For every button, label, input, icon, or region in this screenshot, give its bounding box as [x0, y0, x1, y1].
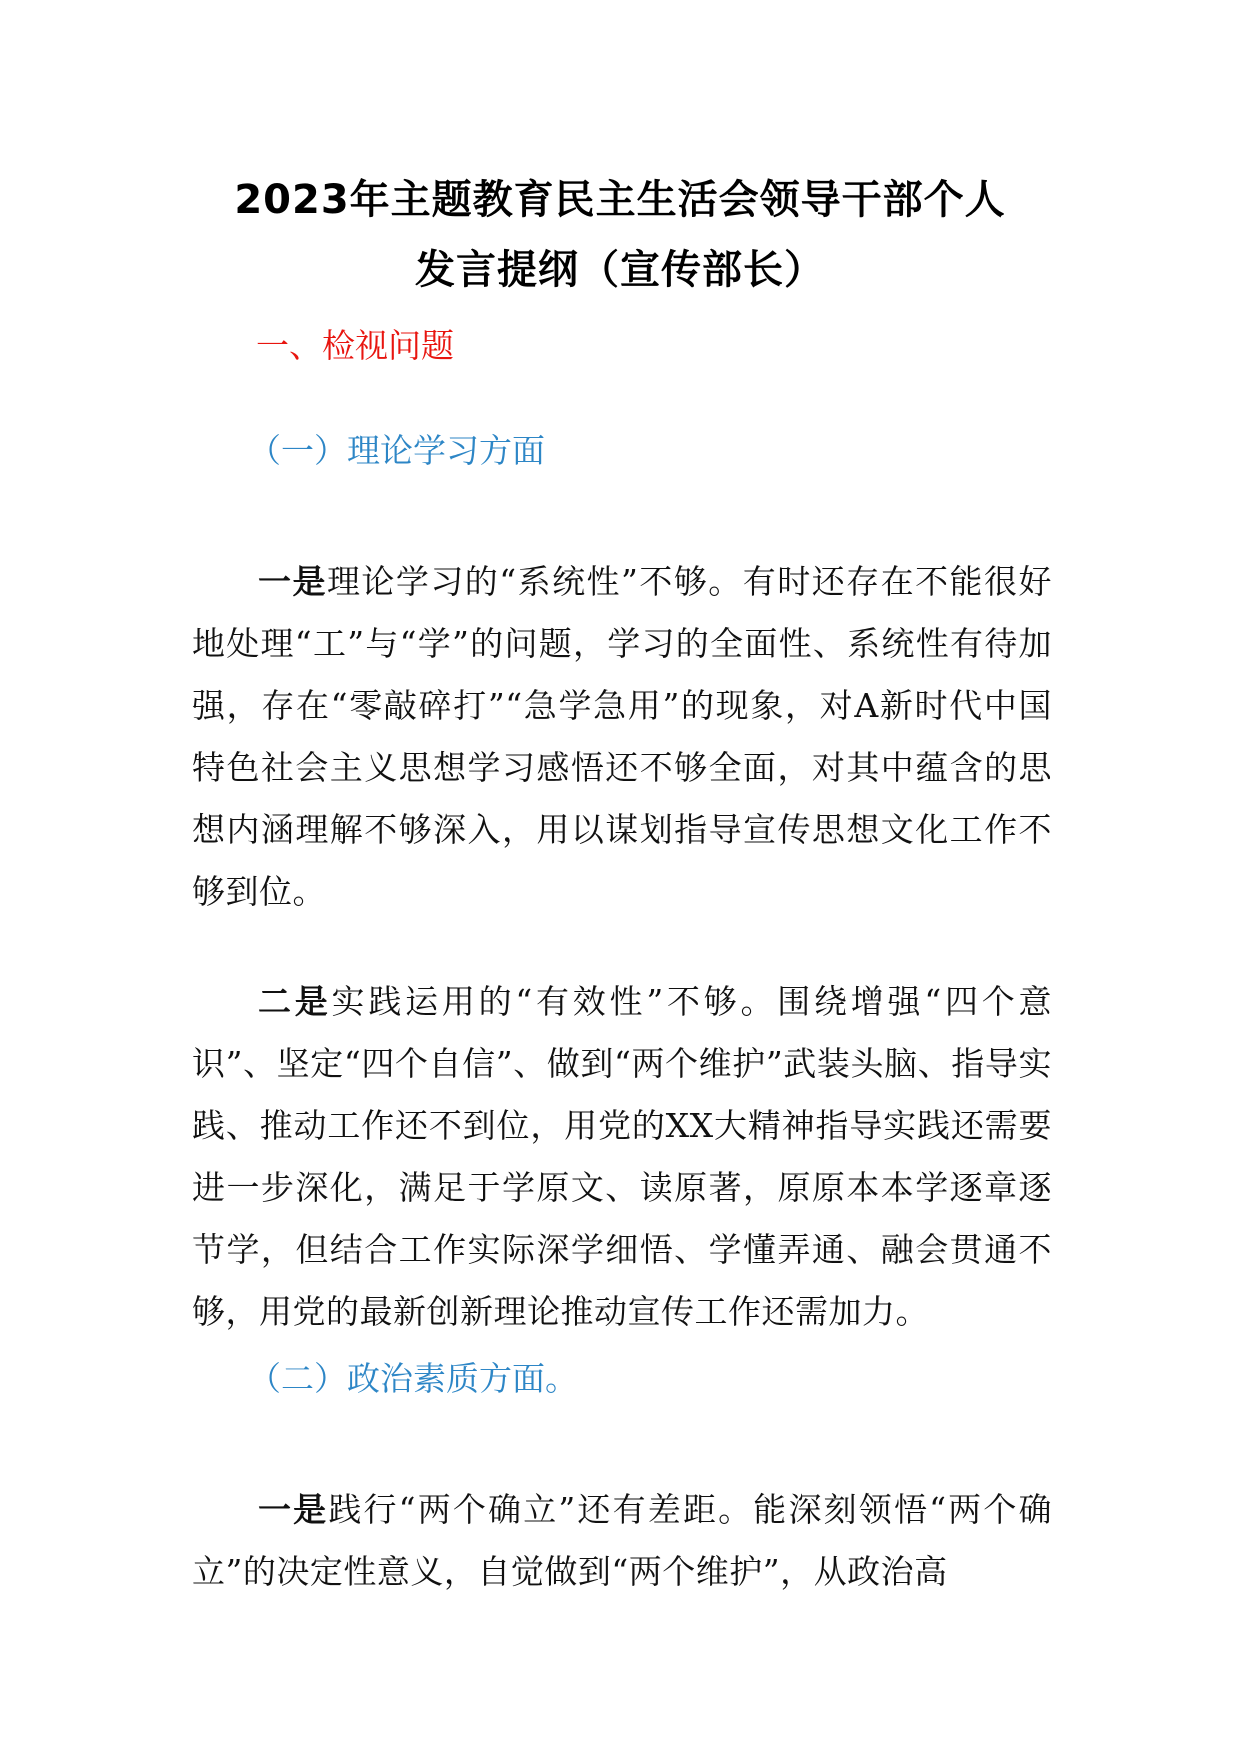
paragraph-lead: 二是 — [258, 982, 332, 1021]
paragraph-theory-item-2 — [192, 971, 1052, 1343]
paragraph-lead: 一是 — [258, 1490, 329, 1529]
paragraph-lead: 一是 — [258, 562, 327, 601]
paragraph-text: 理论学习的“系统性”不够。有时还存在不能很好地处理“工”与“学”的问题，学习的全面性、系统性有待加强，存在“零敲碎打”“急学急用”的现象，对A新时代中国特色社会主义思想学习感悟还不够全面，对其中蕴含的思想内涵理解不够深入，用以谋划指导宣传思想文化工作不够到位。 — [192, 562, 1052, 911]
title-line-2: 发言提纲（宣传部长） — [415, 247, 825, 293]
title-line-1: 2023年主题教育民主生活会领导干部个人 — [234, 177, 1006, 223]
subsection-heading-political-quality: （二）政治素质方面。 — [248, 1359, 578, 1398]
paragraph-political-item-1 — [192, 1479, 1052, 1603]
paragraph-theory-item-1 — [192, 551, 1052, 923]
subsection-heading-theory-study: （一）理论学习方面 — [248, 431, 545, 470]
paragraph-text: 践行“两个确立”还有差距。能深刻领悟“两个确立”的决定性意义，自觉做到“两个维护”，从政治高 — [192, 1490, 1052, 1591]
paragraph-text: 实践运用的“有效性”不够。围绕增强“四个意识”、坚定“四个自信”、做到“两个维护”武装头脑、指导实践、推动工作还不到位，用党的XX大精神指导实践还需要进一步深化，满足于学原文、读原著，原原本本学逐章逐节学，但结合工作实际深学细悟、学懂弄通、融会贯通不够，用党的最新创新理论推动宣传工作还需加力。 — [192, 982, 1052, 1331]
document-title — [150, 165, 1090, 305]
section-heading-review-issues: 一、检视问题 — [256, 326, 454, 365]
